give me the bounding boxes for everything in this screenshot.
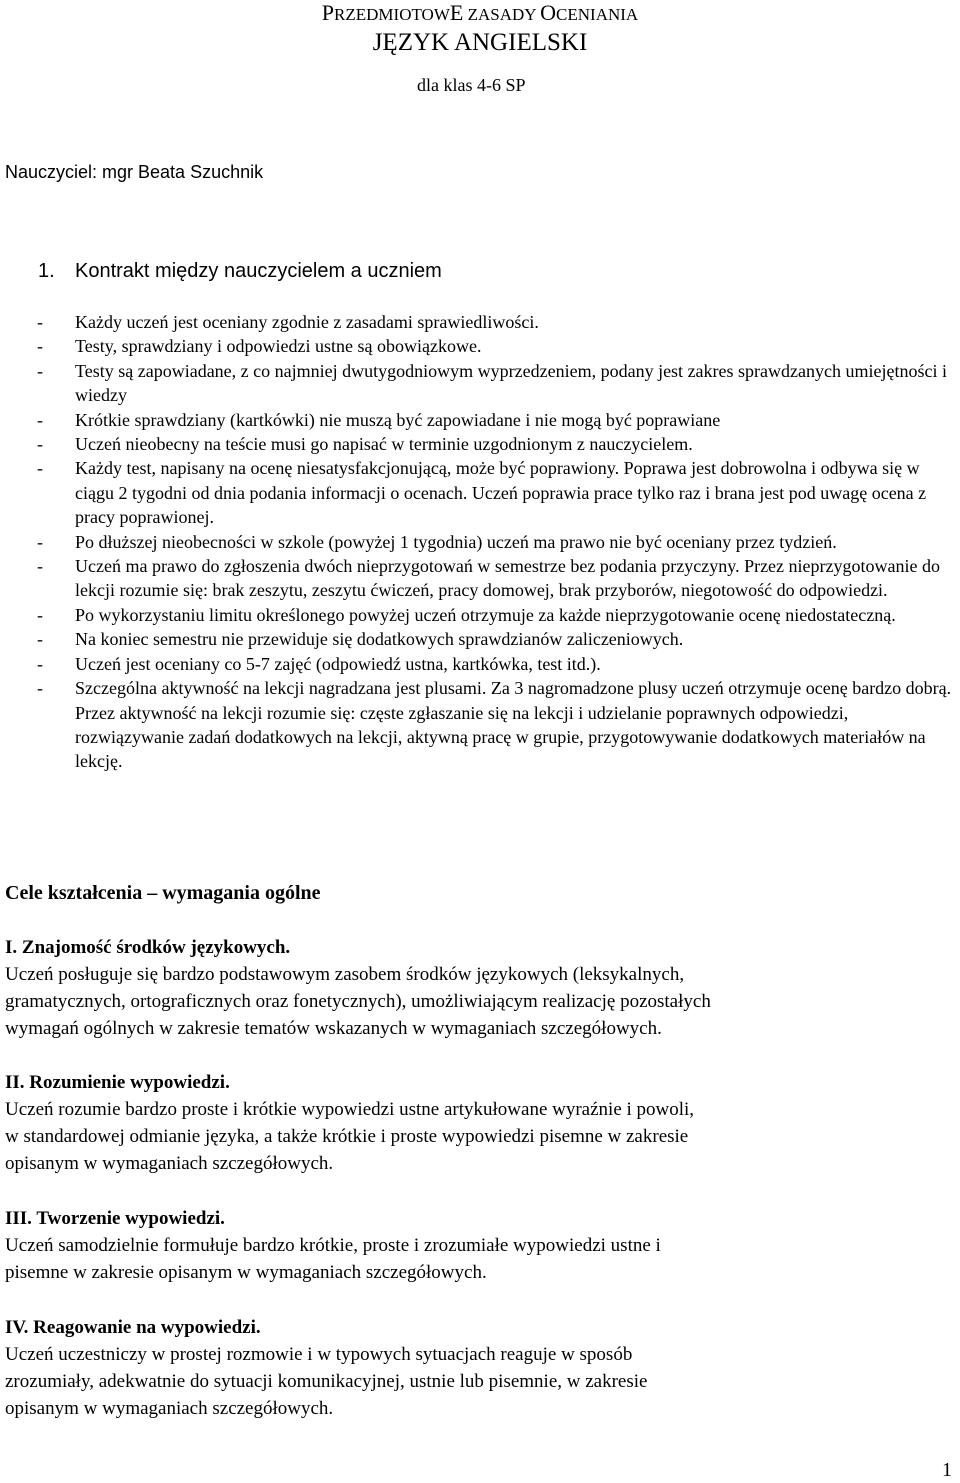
list-item <box>37 676 957 774</box>
list-item <box>37 359 957 408</box>
list-item <box>37 334 957 358</box>
goal-line: gramatycznych, ortograficznych oraz fonetycznych), umożliwiającym realizację pozostałych <box>5 991 711 1012</box>
goal-heading: I. Znajomość środków językowych. <box>5 937 291 958</box>
rules-list <box>37 310 957 774</box>
list-item-text: Uczeń nieobecny na teście musi go napisać w terminie uzgodnionym z nauczycielem. <box>75 434 693 455</box>
goal-line: Uczeń rozumie bardzo proste i krótkie wypowiedzi ustne artykułowane wyraźnie i powoli, <box>5 1099 695 1120</box>
title-part: E <box>449 0 464 25</box>
goal-line: w standardowej odmianie języka, a także krótkie i proste wypowiedzi pisemne w zakresie <box>5 1126 689 1147</box>
goals-heading: Cele kształcenia – wymagania ogólne <box>5 882 321 904</box>
list-dash: - <box>37 629 43 650</box>
title-part: RZEDMIOTOW <box>334 5 450 24</box>
goal-line: Uczeń samodzielnie formułuje bardzo krótkie, proste i zrozumiałe wypowiedzi ustne i <box>5 1235 661 1256</box>
list-dash: - <box>37 312 43 332</box>
list-dash: - <box>37 556 43 577</box>
list-item-text: Po dłuższej nieobecności w szkole (powyżej 1 tygodnia) uczeń ma prawo nie być oceniany przez tydzień. <box>75 531 837 552</box>
goal-heading: IV. Reagowanie na wypowiedzi. <box>5 1317 261 1338</box>
list-item <box>37 530 957 554</box>
list-item-text: Krótkie sprawdziany (kartkówki) nie muszą być zapowiadane i nie mogą być poprawiane <box>75 409 721 430</box>
list-item <box>37 603 957 627</box>
goal-heading: II. Rozumienie wypowiedzi. <box>5 1072 230 1093</box>
section-title: Kontrakt między nauczycielem a uczniem <box>75 260 442 282</box>
title-part: O <box>540 0 557 25</box>
list-item <box>37 432 957 456</box>
list-item-text: Każdy uczeń jest oceniany zgodnie z zasadami sprawiedliwości. <box>75 312 539 332</box>
list-item-text: Na koniec semestru nie przewiduje się dodatkowych sprawdzianów zaliczeniowych. <box>75 629 684 650</box>
goal-line: Uczeń posługuje się bardzo podstawowym zasobem środków językowych (leksykalnych, <box>5 964 685 985</box>
grade-subtitle: dla klas 4-6 SP <box>417 75 526 95</box>
list-dash: - <box>37 531 43 552</box>
goal-block-1 <box>5 935 955 1042</box>
list-item-text: Testy, sprawdziany i odpowiedzi ustne są obowiązkowe. <box>75 336 482 357</box>
title-part: ZASADY <box>463 5 541 24</box>
title-initial: P <box>321 0 335 25</box>
list-item-text: Po wykorzystaniu limitu określonego powyżej uczeń otrzymuje za każde nieprzygotowanie ocenę niedostateczną. <box>75 604 896 625</box>
list-dash: - <box>37 678 43 699</box>
goal-line: pisemne w zakresie opisanym w wymaganiach szczegółowych. <box>5 1262 487 1283</box>
document-title <box>0 0 960 28</box>
title-part: CENIANIA <box>556 5 639 24</box>
list-dash: - <box>37 360 43 381</box>
goal-block-3 <box>5 1206 955 1286</box>
goal-line: Uczeń uczestniczy w prostej rozmowie i w typowych sytuacjach reaguje w sposób <box>5 1344 633 1365</box>
goal-block-4 <box>5 1315 955 1422</box>
list-dash: - <box>37 653 43 674</box>
list-item <box>37 408 957 432</box>
page-number: 1 <box>942 1459 952 1481</box>
list-dash: - <box>37 458 43 479</box>
list-dash: - <box>37 604 43 625</box>
teacher-line: Nauczyciel: mgr Beata Szuchnik <box>5 162 264 182</box>
section-1-heading <box>38 258 442 284</box>
goal-line: zrozumiały, adekwatnie do sytuacji komunikacyjnej, ustnie lub pisemnie, w zakresie <box>5 1371 648 1392</box>
goal-heading: III. Tworzenie wypowiedzi. <box>5 1208 225 1229</box>
list-item <box>37 310 957 334</box>
list-dash: - <box>37 434 43 455</box>
list-item <box>37 652 957 676</box>
list-item <box>37 456 957 529</box>
list-item-text: Uczeń jest oceniany co 5-7 zajęć (odpowiedź ustna, kartkówka, test itd.). <box>75 653 601 674</box>
goal-line: opisanym w wymaganiach szczegółowych. <box>5 1398 334 1419</box>
goal-block-2 <box>5 1070 955 1177</box>
list-item-text: Testy są zapowiadane, z co najmniej dwutygodniowym wyprzedzeniem, podany jest zakres sprawdzanych umiejętności i wiedzy <box>75 360 947 406</box>
section-number: 1. <box>38 260 55 282</box>
list-item-text: Szczególna aktywność na lekcji nagradzana jest plusami. Za 3 nagromadzone plusy uczeń otrzymuje ocenę bardzo dobrą. Przez aktywność na lekcji rozumie się: częste zgłaszanie się na lekcji i udzielanie poprawnych odpowiedzi, rozwiązywanie zadań dodatkowych na lekcji, aktywną pracę w grupie, przygotowywanie dodatkowych materiałów na lekcję. <box>75 678 952 772</box>
list-item <box>37 627 957 651</box>
list-item <box>37 554 957 603</box>
goal-line: opisanym w wymaganiach szczegółowych. <box>5 1153 334 1174</box>
list-item-text: Uczeń ma prawo do zgłoszenia dwóch nieprzygotowań w semestrze bez podania przyczyny. Przez nieprzygotowanie do lekcji rozumie się: brak zeszytu, zeszytu ćwiczeń, pracy domowej, brak przyborów, niegotowość do odpowiedzi. <box>75 556 940 601</box>
list-dash: - <box>37 336 43 357</box>
subject-title: JĘZYK ANGIELSKI <box>372 29 588 56</box>
goal-line: wymagań ogólnych w zakresie tematów wskazanych w wymaganiach szczegółowych. <box>5 1018 662 1039</box>
list-item-text: Każdy test, napisany na ocenę niesatysfakcjonującą, może być poprawiony. Poprawa jest dobrowolna i odbywa się w ciągu 2 tygodni od dnia podania informacji o ocenach. Uczeń poprawia prace tylko raz i brana jest pod uwagę ocena z pracy poprawionej. <box>75 458 927 528</box>
list-dash: - <box>37 409 43 430</box>
